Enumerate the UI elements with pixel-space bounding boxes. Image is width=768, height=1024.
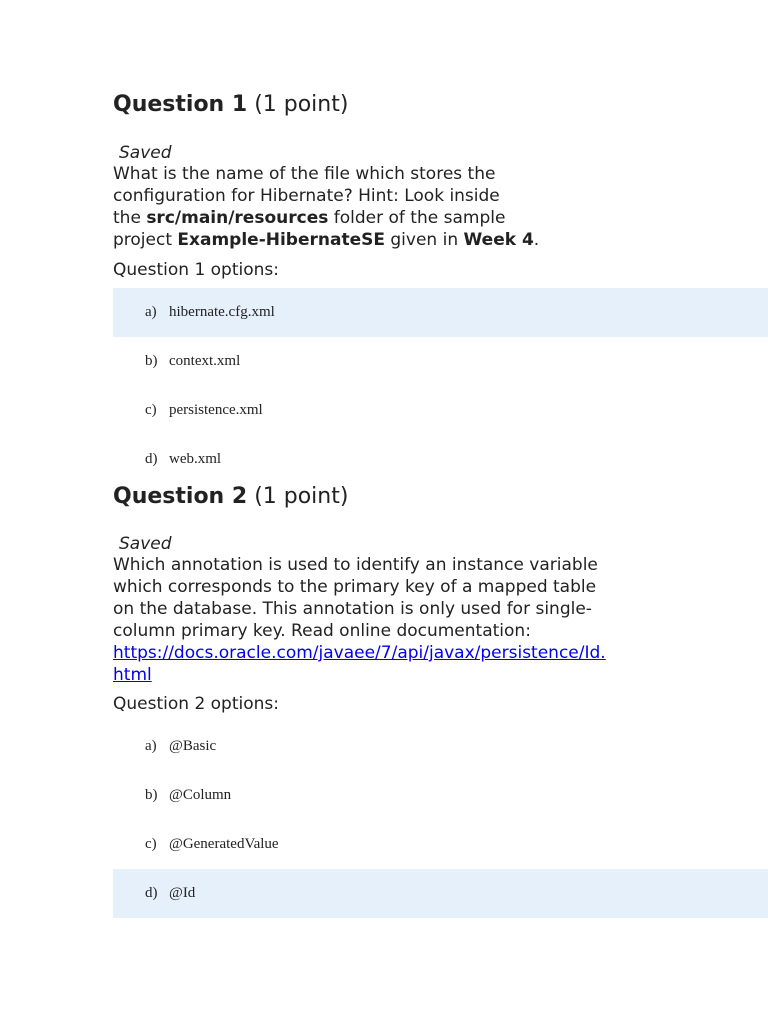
documentation-link[interactable]: html xyxy=(113,665,152,685)
documentation-link[interactable]: https://docs.oracle.com/javaee/7/api/javax/persistence/Id. xyxy=(113,643,606,663)
option-row[interactable] xyxy=(113,435,768,484)
question-text-bold: Example-HibernateSE xyxy=(177,230,385,250)
question-text: configuration for Hibernate? Hint: Look inside xyxy=(113,186,500,206)
question-text: project xyxy=(113,230,178,250)
question-text-line xyxy=(113,620,673,642)
question-text: on the database. This annotation is only used for single- xyxy=(113,599,592,619)
option-letter: c) xyxy=(145,836,157,852)
question-1-text xyxy=(113,163,673,251)
question-text-bold: src/main/resources xyxy=(146,208,329,228)
question-text-line xyxy=(113,576,673,598)
option-row[interactable] xyxy=(113,869,768,918)
option-text: @Column xyxy=(169,787,232,803)
option-letter: d) xyxy=(145,451,158,467)
option-letter: c) xyxy=(145,402,157,418)
question-text: What is the name of the file which stores the xyxy=(113,164,496,184)
question-text-line xyxy=(113,229,673,251)
question-text: which corresponds to the primary key of a mapped table xyxy=(113,577,597,597)
option-row[interactable] xyxy=(113,288,768,337)
question-text-bold: Week 4 xyxy=(463,230,534,250)
option-text: @GeneratedValue xyxy=(169,836,279,852)
question-text: column primary key. Read online documentation: xyxy=(113,621,531,641)
question-points: (1 point) xyxy=(254,484,349,509)
question-2-text xyxy=(113,554,673,686)
option-letter: b) xyxy=(145,787,158,803)
option-text: @Basic xyxy=(169,738,217,754)
option-row[interactable] xyxy=(113,722,768,771)
question-2-options-label: Question 2 options: xyxy=(113,694,279,714)
question-text: . xyxy=(533,230,540,250)
option-text: web.xml xyxy=(169,451,222,467)
question-text-line xyxy=(113,163,673,185)
option-text: context.xml xyxy=(169,353,241,369)
question-1-options-label: Question 1 options: xyxy=(113,260,279,280)
option-row[interactable] xyxy=(113,386,768,435)
question-2-title xyxy=(113,483,348,511)
question-title: Question 1 xyxy=(113,92,248,117)
option-letter: d) xyxy=(145,885,158,901)
question-text-line xyxy=(113,664,673,686)
question-text: folder of the sample xyxy=(328,208,506,228)
option-letter: a) xyxy=(145,738,157,754)
question-text-line xyxy=(113,185,673,207)
question-text: given in xyxy=(384,230,464,250)
option-text: @Id xyxy=(169,885,196,901)
question-1-title xyxy=(113,91,348,119)
option-row[interactable] xyxy=(113,337,768,386)
question-text: the xyxy=(113,208,147,228)
question-text-line xyxy=(113,642,673,664)
question-text: Which annotation is used to identify an instance variable xyxy=(113,555,598,575)
option-text: persistence.xml xyxy=(169,402,263,418)
option-row[interactable] xyxy=(113,820,768,869)
option-row[interactable] xyxy=(113,771,768,820)
question-text-line xyxy=(113,554,673,576)
saved-status: Saved xyxy=(119,143,172,163)
option-text: hibernate.cfg.xml xyxy=(169,304,275,320)
question-title: Question 2 xyxy=(113,484,248,509)
question-points: (1 point) xyxy=(254,92,349,117)
option-letter: b) xyxy=(145,353,158,369)
question-text-line xyxy=(113,598,673,620)
option-letter: a) xyxy=(145,304,157,320)
saved-status: Saved xyxy=(119,534,172,554)
question-text-line xyxy=(113,207,673,229)
